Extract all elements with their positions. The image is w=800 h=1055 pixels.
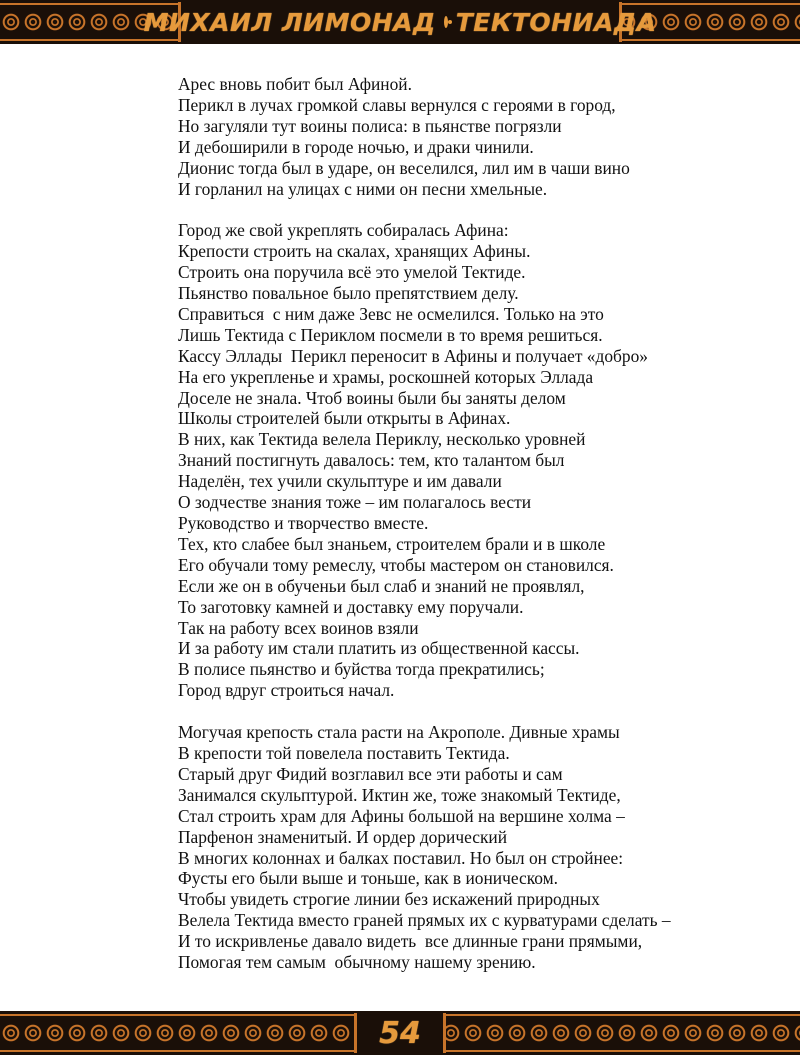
- poem-line: И дебоширили в городе ночью, и драки чинили.: [178, 136, 534, 157]
- poem-line: Доселе не знала. Чтоб воины были бы заняты делом: [178, 387, 566, 408]
- poem-body: [178, 74, 778, 973]
- poem-line: И за работу им стали платить из общественной кассы.: [178, 638, 580, 659]
- page-number: 54: [379, 1015, 421, 1051]
- poem-line: Его обучали тому ремеслу, чтобы мастером он становился.: [178, 554, 614, 575]
- poem-line: Старый друг Фидий возглавил все эти работы и сам: [178, 763, 563, 784]
- poem-line: Могучая крепость стала расти на Акрополе. Дивные храмы: [178, 722, 620, 743]
- poem-line: Стал строить храм для Афины большой на вершине холма –: [178, 805, 625, 826]
- poem-line: И то искривленье давало видеть все длинные грани прямыми,: [178, 931, 643, 952]
- header-author: МИХАИЛ ЛИМОНАД: [143, 7, 436, 37]
- poem-line: Город же свой укреплять собиралась Афина:: [178, 220, 509, 241]
- poem-line: Кассу Эллады Перикл переносит в Афины и получает «добро»: [178, 345, 648, 366]
- header-title: ТЕКТОНИАДА: [455, 7, 657, 37]
- poem-line: Так на работу всех воинов взяли: [178, 617, 419, 638]
- poem-line: Школы строителей были открыты в Афинах.: [178, 408, 511, 429]
- poem-line: Если же он в обученьи был слаб и знаний не проявлял,: [178, 575, 585, 596]
- poem-line: Дионис тогда был в ударе, он веселился, лил им в чаши вино: [178, 157, 630, 178]
- poem-line: Лишь Тектида с Периклом посмели в то время решиться.: [178, 324, 603, 345]
- poem-line: Но загуляли тут воины полиса: в пьянстве погрязли: [178, 115, 562, 136]
- poem-line: Перикл в лучах громкой славы вернулся с героями в город,: [178, 94, 616, 115]
- poem-line: Руководство и творчество вместе.: [178, 513, 429, 534]
- poem-line: Помогая тем самым обычному нашему зрению.: [178, 952, 536, 973]
- poem-line: Велела Тектида вместо граней прямых их с курватурами сделать –: [178, 910, 671, 931]
- poem-line: Фусты его были выше и тоньше, как в ионическом.: [178, 868, 559, 889]
- poem-line: В крепости той повелела поставить Тектида.: [178, 742, 510, 763]
- poem-line: Город вдруг строиться начал.: [178, 680, 395, 701]
- poem-line: Строить она поручила всё это умелой Тектиде.: [178, 262, 526, 283]
- poem-line: В многих колоннах и балках поставил. Но был он стройнее:: [178, 847, 624, 868]
- page-number-plate: [354, 1013, 446, 1053]
- circle-dot-icon: [444, 16, 448, 28]
- poem-line: Наделён, тех учили скульптуре и им давали: [178, 471, 502, 492]
- poem-line: Арес вновь побит был Афиной.: [178, 74, 412, 94]
- running-header: [143, 2, 657, 42]
- poem-line: О зодчестве знания тоже – им полагалось вести: [178, 492, 532, 513]
- poem-line: То заготовку камней и доставку ему поручали.: [178, 596, 524, 617]
- poem-line: Справиться с ним даже Зевс не осмелился. Только на это: [178, 303, 604, 324]
- poem-line: Крепости строить на скалах, хранящих Афины.: [178, 241, 531, 262]
- poem-line: Тех, кто слабее был знаньем, строителем брали и в школе: [178, 533, 606, 554]
- poem-line: Парфенон знаменитый. И ордер дорический: [178, 826, 508, 847]
- poem-line: Знаний постигнуть давалось: тем, кто талантом был: [178, 450, 565, 471]
- stanza: [178, 220, 778, 701]
- poem-line: И горланил на улицах с ними он песни хмельные.: [178, 178, 548, 199]
- poem-line: Чтобы увидеть строгие линии без искажений природных: [178, 889, 600, 910]
- stanza: [178, 722, 778, 973]
- poem-line: На его укрепленье и храмы, роскошней которых Эллада: [178, 366, 594, 387]
- poem-line: В полисе пьянство и буйства тогда прекратились;: [178, 659, 545, 680]
- poem-line: В них, как Тектида велела Периклу, несколько уровней: [178, 429, 586, 450]
- poem-line: Занимался скульптурой. Иктин же, тоже знакомый Тектиде,: [178, 784, 621, 805]
- stanza: [178, 74, 778, 199]
- poem-line: Пьянство повальное было препятствием делу.: [178, 283, 519, 304]
